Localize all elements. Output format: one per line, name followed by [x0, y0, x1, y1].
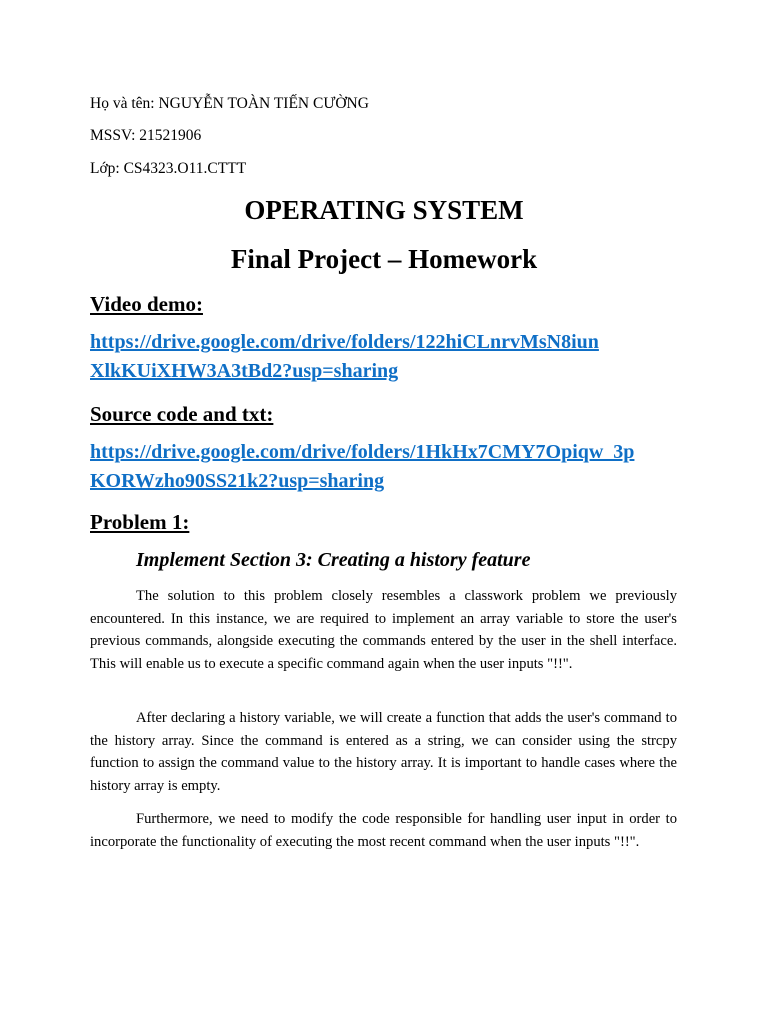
source-code-heading: Source code and txt: — [90, 402, 274, 426]
student-name: Họ và tên: NGUYỄN TOÀN TIẾN CƯỜNG — [90, 95, 369, 112]
source-code-link-line-1[interactable]: https://drive.google.com/drive/folders/1HkHx7CMY7Opiqw_3p — [90, 441, 635, 463]
document-subtitle: Final Project – Homework — [230, 244, 538, 274]
problem-1-heading: Problem 1: — [90, 510, 190, 534]
video-demo-link-line-2[interactable]: XlkKUiXHW3A3tBd2?usp=sharing — [90, 360, 399, 382]
paragraph-2: After declaring a history variable, we will create a function that adds the user's command to the history array. Since the command is entered as a string, we can consider using the strcpy function to assign the command value to the history array. It is important to handle cases where the history array is empty. — [90, 710, 677, 794]
video-demo-link-line-1[interactable]: https://drive.google.com/drive/folders/122hiCLnrvMsN8iun — [90, 331, 599, 353]
class-code: Lớp: CS4323.O11.CTTT — [90, 160, 247, 177]
document-title: OPERATING SYSTEM — [244, 195, 524, 225]
video-demo-heading: Video demo: — [90, 292, 203, 316]
paragraph-1: The solution to this problem closely resembles a classwork problem we previously encountered. In this instance, we are required to implement an array variable to store the user's previous commands, alongside executing the commands entered by the user in the shell interface. This will enable us to execute a specific command again when the user inputs "!!". — [90, 588, 677, 672]
source-code-link-line-2[interactable]: KORWzho90SS21k2?usp=sharing — [90, 470, 385, 492]
student-id: MSSV: 21521906 — [90, 127, 202, 144]
paragraph-3: Furthermore, we need to modify the code responsible for handling user input in order to incorporate the functionality of executing the most recent command when the user inputs "!!". — [90, 811, 677, 850]
problem-1-subheading: Implement Section 3: Creating a history feature — [136, 549, 531, 571]
